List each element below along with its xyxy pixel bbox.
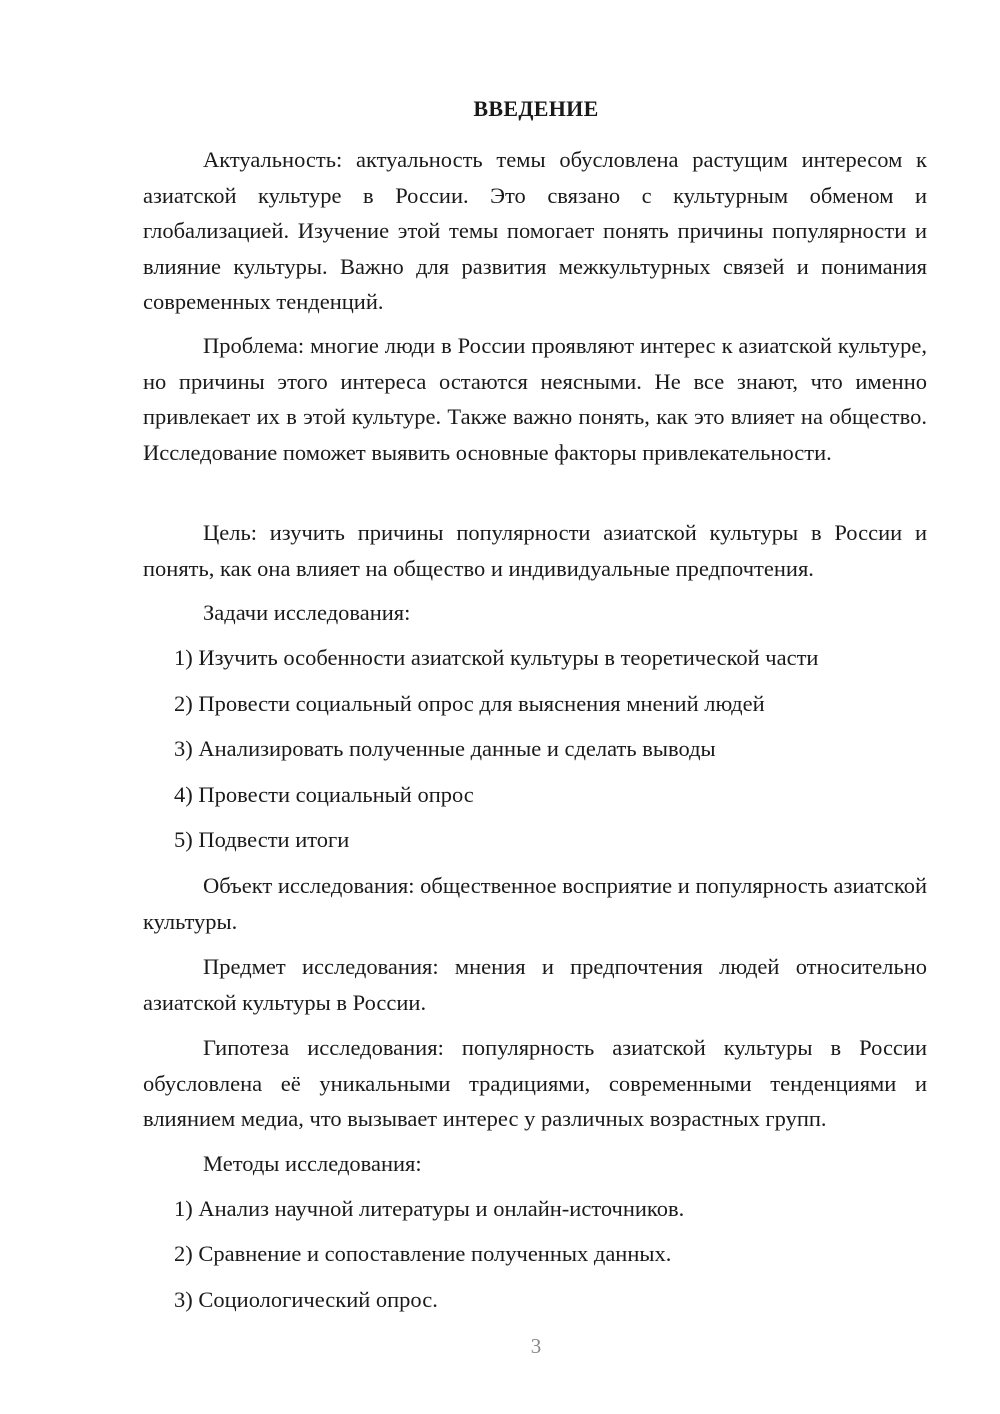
method-item-3: 3) Социологический опрос. [174, 1287, 438, 1312]
paragraph-subject: Предмет исследования: мнения и предпочтения людей относительно азиатской культуры в России. [143, 954, 927, 1015]
task-item-2: 2) Провести социальный опрос для выяснения мнений людей [174, 691, 765, 716]
task-item-4: 4) Провести социальный опрос [174, 782, 474, 807]
page-number: 3 [530, 1334, 542, 1358]
method-item-1: 1) Анализ научной литературы и онлайн-источников. [174, 1196, 685, 1221]
page-title: ВВЕДЕНИЕ [473, 96, 599, 121]
task-item-3: 3) Анализировать полученные данные и сделать выводы [174, 736, 716, 761]
paragraph-problem: Проблема: многие люди в России проявляют интерес к азиатской культуре, но причины этого интереса остаются неясными. Не все знают, что именно привлекает их в этой культуре. Также важно понять, как это влияет на общество. Исследование поможет выявить основные факторы привлекательности. [143, 333, 927, 465]
paragraph-relevance: Актуальность: актуальность темы обусловлена растущим интересом к азиатской культуре в России. Это связано с культурным обменом и глобализацией. Изучение этой темы помогает понять причины популярности и влияние культуры. Важно для развития межкультурных связей и понимания современных тенденций. [143, 147, 927, 314]
task-item-5: 5) Подвести итоги [174, 827, 350, 852]
paragraph-goal: Цель: изучить причины популярности азиатской культуры в России и понять, как она влияет на общество и индивидуальные предпочтения. [143, 520, 927, 581]
method-item-2: 2) Сравнение и сопоставление полученных данных. [174, 1241, 672, 1266]
paragraph-object: Объект исследования: общественное восприятие и популярность азиатской культуры. [143, 873, 927, 934]
paragraph-hypothesis: Гипотеза исследования: популярность азиатской культуры в России обусловлена её уникальными традициями, современными тенденциями и влиянием медиа, что вызывает интерес у различных возрастных групп. [143, 1035, 927, 1131]
task-item-1: 1) Изучить особенности азиатской культуры в теоретической части [174, 645, 819, 670]
methods-heading: Методы исследования: [203, 1151, 422, 1176]
tasks-heading: Задачи исследования: [203, 600, 411, 625]
